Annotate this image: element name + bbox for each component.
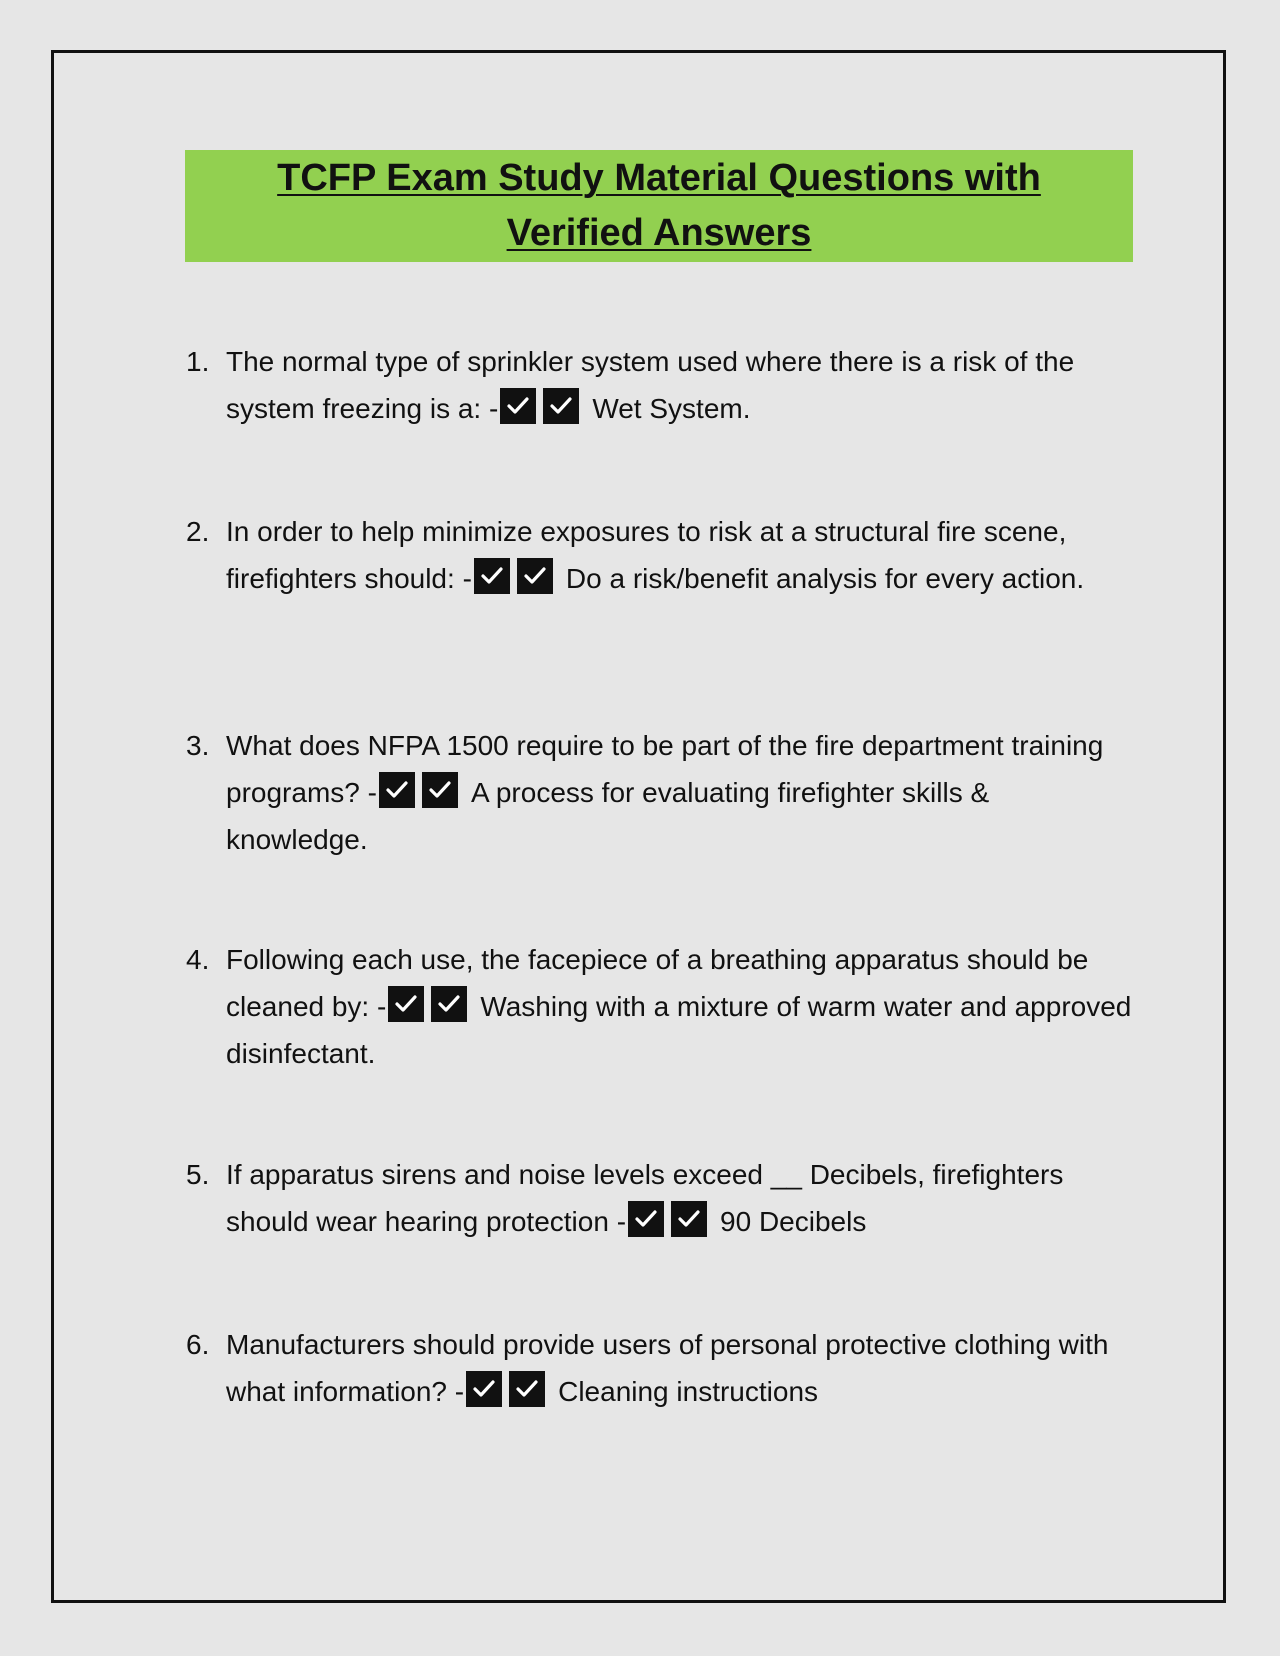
checkmark-box-icon — [671, 1201, 707, 1237]
answer-marker — [474, 555, 560, 602]
question-text: Following each use, the facepiece of a breathing apparatus should be cleaned by: - — [226, 944, 1089, 1022]
answer-text: Washing with a mixture of warm water and approved disinfectant. — [226, 991, 1132, 1069]
checkmark-box-icon — [509, 1371, 545, 1407]
question-body — [226, 722, 1136, 863]
question-number: 1. — [186, 346, 210, 377]
question-item-3 — [186, 722, 1136, 863]
question-text: If apparatus sirens and noise levels exceed __ Decibels, firefighters should wear hearing protection - — [226, 1159, 1064, 1237]
question-item-4 — [186, 936, 1136, 1077]
question-text: In order to help minimize exposures to risk at a structural fire scene, firefighters should: - — [226, 516, 1067, 594]
question-number: 6. — [186, 1329, 210, 1360]
question-text: Manufacturers should provide users of personal protective clothing with what information? - — [226, 1329, 1109, 1407]
checkmark-box-icon — [517, 558, 553, 594]
answer-marker — [388, 983, 474, 1030]
answer-text: Cleaning instructions — [558, 1376, 819, 1407]
checkmark-box-icon — [379, 772, 415, 808]
question-item-6 — [186, 1321, 1136, 1415]
question-item-1 — [186, 338, 1136, 432]
question-item-5 — [186, 1151, 1136, 1245]
question-body — [226, 1321, 1136, 1415]
answer-marker — [466, 1368, 552, 1415]
question-number: 2. — [186, 516, 210, 547]
question-number: 3. — [186, 730, 210, 761]
answer-text: Wet System. — [592, 393, 751, 424]
question-body — [226, 1151, 1136, 1245]
checkmark-box-icon — [543, 388, 579, 424]
title-banner — [185, 150, 1133, 262]
answer-text: 90 Decibels — [720, 1206, 867, 1237]
question-text: The normal type of sprinkler system used where there is a risk of the system freezing is a: - — [226, 346, 1075, 424]
checkmark-box-icon — [388, 986, 424, 1022]
checkmark-box-icon — [628, 1201, 664, 1237]
answer-text: A process for evaluating firefighter skills & knowledge. — [226, 777, 990, 855]
answer-text: Do a risk/benefit analysis for every action. — [565, 563, 1085, 594]
page-title: TCFP Exam Study Material Questions with Verified Answers — [277, 157, 1041, 254]
question-body — [226, 936, 1136, 1077]
answer-marker — [628, 1198, 714, 1245]
question-number: 5. — [186, 1159, 210, 1190]
question-number: 4. — [186, 944, 210, 975]
question-text: What does NFPA 1500 require to be part of the fire department training programs? - — [226, 730, 1104, 808]
question-body — [226, 338, 1136, 432]
answer-marker — [379, 769, 465, 816]
checkmark-box-icon — [500, 388, 536, 424]
question-item-2 — [186, 508, 1136, 602]
question-body — [226, 508, 1136, 602]
checkmark-box-icon — [431, 986, 467, 1022]
answer-marker — [500, 385, 586, 432]
checkmark-box-icon — [422, 772, 458, 808]
checkmark-box-icon — [466, 1371, 502, 1407]
checkmark-box-icon — [474, 558, 510, 594]
